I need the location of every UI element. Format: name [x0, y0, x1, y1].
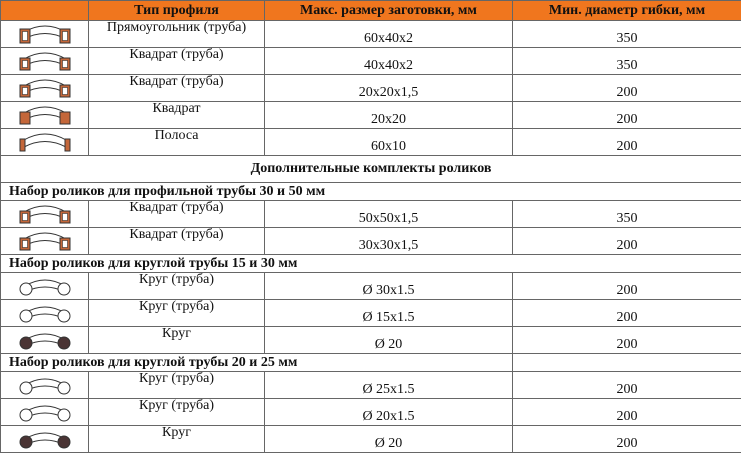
table-row [1, 21, 741, 48]
profile-icon-cell [1, 48, 89, 75]
max-size-value: 60x40x2 [265, 21, 513, 48]
hollow-square-profile-icon [18, 230, 72, 252]
profile-icon-cell [1, 201, 89, 228]
table-row [1, 102, 741, 129]
profile-name: Квадрат (труба) [89, 75, 265, 102]
group-heading: Набор роликов для круглой трубы 15 и 30 мм [1, 255, 741, 273]
header-profile-type: Тип профиля [89, 1, 265, 21]
table-row [1, 201, 741, 228]
min-diameter-value: 200 [513, 228, 741, 255]
profile-name: Прямоугольник (труба) [89, 21, 265, 48]
group-heading-row [1, 255, 741, 273]
min-diameter-value: 350 [513, 201, 741, 228]
header-max-size: Макс. размер заготовки, мм [265, 1, 513, 21]
max-size-value: 30x30x1,5 [265, 228, 513, 255]
table-header-row [1, 1, 741, 21]
min-diameter-value: 200 [513, 426, 741, 453]
table-row [1, 228, 741, 255]
min-diameter-value: 200 [513, 129, 741, 156]
max-size-value: 40x40x2 [265, 48, 513, 75]
table-row [1, 327, 741, 354]
min-diameter-value: 200 [513, 75, 741, 102]
profile-name: Круг (труба) [89, 273, 265, 300]
hollow-round-profile-icon [18, 374, 72, 396]
max-size-value: Ø 20x1.5 [265, 399, 513, 426]
header-icon-cell [1, 1, 89, 21]
profile-name: Квадрат (труба) [89, 48, 265, 75]
max-size-value: Ø 25x1.5 [265, 372, 513, 399]
profile-icon-cell [1, 300, 89, 327]
header-min-diameter: Мин. диаметр гибки, мм [513, 1, 741, 21]
hollow-square-profile-icon [18, 50, 72, 72]
group-heading-blank [513, 354, 741, 372]
profile-icon-cell [1, 327, 89, 354]
table-row [1, 129, 741, 156]
solid-square-profile-icon [18, 104, 72, 126]
max-size-value: 60x10 [265, 129, 513, 156]
table-row [1, 273, 741, 300]
min-diameter-value: 200 [513, 372, 741, 399]
hollow-round-profile-icon [18, 302, 72, 324]
min-diameter-value: 200 [513, 399, 741, 426]
table-row [1, 48, 741, 75]
profile-icon-cell [1, 129, 89, 156]
max-size-value: Ø 20 [265, 426, 513, 453]
hollow-rectangle-profile-icon [18, 23, 72, 45]
max-size-value: 20x20 [265, 102, 513, 129]
profile-icon-cell [1, 102, 89, 129]
hollow-round-profile-icon [18, 401, 72, 423]
profile-name: Круг [89, 327, 265, 354]
hollow-square-profile-icon [18, 203, 72, 225]
table-row [1, 372, 741, 399]
profile-name: Квадрат (труба) [89, 228, 265, 255]
min-diameter-value: 200 [513, 273, 741, 300]
min-diameter-value: 350 [513, 21, 741, 48]
table-row [1, 300, 741, 327]
min-diameter-value: 350 [513, 48, 741, 75]
profile-icon-cell [1, 273, 89, 300]
profile-icon-cell [1, 399, 89, 426]
profile-name: Полоса [89, 129, 265, 156]
hollow-round-profile-icon [18, 275, 72, 297]
group-heading: Набор роликов для круглой трубы 20 и 25 мм [1, 354, 513, 372]
group-heading-row [1, 183, 741, 201]
max-size-value: Ø 30x1.5 [265, 273, 513, 300]
profile-icon-cell [1, 75, 89, 102]
min-diameter-value: 200 [513, 327, 741, 354]
hollow-square-profile-icon [18, 77, 72, 99]
additional-sets-title-row [1, 156, 741, 183]
profile-icon-cell [1, 372, 89, 399]
profile-name: Квадрат [89, 102, 265, 129]
profile-icon-cell [1, 426, 89, 453]
additional-sets-title: Дополнительные комплекты роликов [1, 156, 741, 183]
profile-icon-cell [1, 21, 89, 48]
max-size-value: Ø 15x1.5 [265, 300, 513, 327]
profile-name: Квадрат (труба) [89, 201, 265, 228]
table-row [1, 399, 741, 426]
max-size-value: 50x50x1,5 [265, 201, 513, 228]
max-size-value: Ø 20 [265, 327, 513, 354]
profile-name: Круг [89, 426, 265, 453]
solid-round-profile-icon [18, 329, 72, 351]
profile-name: Круг (труба) [89, 300, 265, 327]
max-size-value: 20x20x1,5 [265, 75, 513, 102]
flat-bar-profile-icon [18, 131, 72, 153]
table-row [1, 426, 741, 453]
solid-round-profile-icon [18, 428, 72, 450]
profile-name: Круг (труба) [89, 399, 265, 426]
group-heading: Набор роликов для профильной трубы 30 и 50 мм [1, 183, 741, 201]
min-diameter-value: 200 [513, 300, 741, 327]
group-heading-row [1, 354, 741, 372]
profile-icon-cell [1, 228, 89, 255]
profile-name: Круг (труба) [89, 372, 265, 399]
min-diameter-value: 200 [513, 102, 741, 129]
table-row [1, 75, 741, 102]
